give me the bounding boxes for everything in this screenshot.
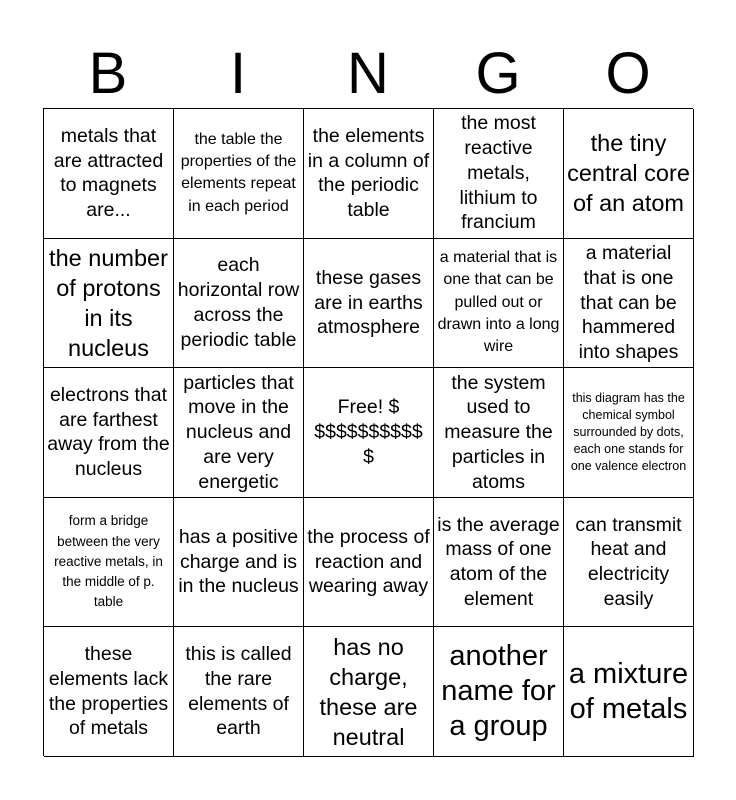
cell-text: has a positive charge and is in the nucleus (178, 525, 299, 598)
bingo-cell[interactable] (44, 498, 174, 628)
cell-text: electrons that are farthest away from the nucleus (47, 383, 170, 481)
bingo-grid (43, 108, 693, 756)
cell-text: is the average mass of one atom of the element (437, 513, 560, 610)
cell-text: the elements in a column of the periodic table (307, 124, 430, 222)
cell-text: particles that move in the nucleus and are very energetic (183, 371, 294, 493)
cell-text: the tiny central core of an atom (567, 130, 690, 217)
bingo-cell[interactable] (434, 109, 564, 239)
bingo-cell[interactable] (304, 239, 434, 369)
bingo-cell[interactable] (174, 498, 304, 628)
bingo-cell[interactable] (434, 498, 564, 628)
cell-text: another name for a group (441, 640, 556, 743)
cell-text: form a bridge between the very reactive metals, in the middle of p. table (54, 513, 163, 610)
cell-text: this is called the rare elements of earth (185, 643, 292, 740)
bingo-cell[interactable] (44, 368, 174, 498)
bingo-cell[interactable] (174, 368, 304, 498)
cell-text: this diagram has the chemical symbol surrounded by dots, each one stands for one valence electron (570, 391, 687, 473)
cell-text: these elements lack the properties of metals (48, 643, 169, 740)
cell-text: a mixture of metals (568, 657, 689, 725)
free-space-cell[interactable] (304, 368, 434, 498)
bingo-header (43, 40, 693, 108)
cell-text: has no charge, these are neutral (319, 633, 418, 750)
bingo-cell[interactable] (434, 239, 564, 369)
bingo-cell[interactable] (304, 109, 434, 239)
cell-text: a material that is one that can be pulled out or drawn into a long wire (437, 248, 560, 356)
cell-text: the most reactive metals, lithium to francium (459, 112, 538, 234)
bingo-cell[interactable] (564, 239, 694, 369)
cell-text: can transmit heat and electricity easily (575, 513, 682, 610)
header-letter-o: O (605, 41, 651, 106)
bingo-cell[interactable] (174, 109, 304, 239)
free-space-text: Free! $ $$$$$$$$$$ $ (314, 396, 423, 468)
bingo-cell[interactable] (44, 109, 174, 239)
header-letter-g: G (475, 41, 521, 106)
bingo-cell[interactable] (564, 109, 694, 239)
cell-text: the system used to measure the particles in atoms (444, 371, 553, 493)
bingo-cell[interactable] (434, 627, 564, 757)
cell-text: each horizontal row across the periodic table (177, 254, 300, 351)
cell-text: the table the properties of the elements repeat in each period (180, 130, 297, 215)
bingo-cell[interactable] (434, 368, 564, 498)
bingo-cell[interactable] (304, 498, 434, 628)
bingo-cell[interactable] (174, 239, 304, 369)
bingo-cell[interactable] (564, 368, 694, 498)
bingo-cell[interactable] (304, 627, 434, 757)
cell-text: the process of reaction and wearing away (307, 525, 430, 598)
bingo-cell[interactable] (564, 627, 694, 757)
header-letter-b: B (88, 41, 128, 106)
cell-text: these gases are in earths atmosphere (314, 266, 423, 339)
cell-text: a material that is one that can be hammered into shapes (578, 242, 679, 364)
cell-text: metals that are attracted to magnets are... (53, 124, 164, 222)
bingo-cell[interactable] (174, 627, 304, 757)
header-letter-n: N (347, 41, 389, 106)
bingo-cell[interactable] (44, 239, 174, 369)
header-letter-i: I (229, 41, 247, 106)
bingo-cell[interactable] (564, 498, 694, 628)
bingo-cell[interactable] (44, 627, 174, 757)
cell-text: the number of protons in its nucleus (49, 244, 168, 361)
